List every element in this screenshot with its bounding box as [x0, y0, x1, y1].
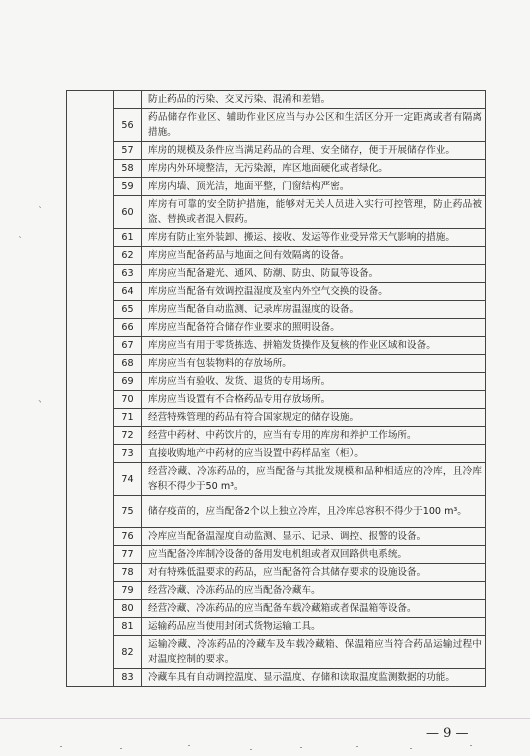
- item-number: 79: [114, 582, 142, 600]
- item-number: 83: [114, 669, 142, 687]
- item-text: 库房有防止室外装卸、搬运、接收、发运等作业受异常天气影响的措施。: [142, 229, 486, 247]
- item-text: 库房的规模及条件应当满足药品的合理、安全储存，便于开展储存作业。: [142, 142, 486, 160]
- margin-mark: 、: [38, 394, 48, 405]
- item-number: 68: [114, 355, 142, 373]
- item-number: 74: [114, 463, 142, 496]
- table-row: [67, 669, 486, 687]
- item-text: 库房应当设置有不合格药品专用存放场所。: [142, 391, 486, 409]
- table-body: [67, 91, 486, 687]
- item-number: 80: [114, 600, 142, 618]
- margin-mark: `: [38, 206, 43, 217]
- item-text: 库房应当有验收、发货、退货的专用场所。: [142, 373, 486, 391]
- table-row: [67, 196, 486, 229]
- item-number: 60: [114, 196, 142, 229]
- item-number: 64: [114, 283, 142, 301]
- table-row: [67, 618, 486, 636]
- item-number: 63: [114, 265, 142, 283]
- item-number: 67: [114, 337, 142, 355]
- page-number: — 9 —: [426, 726, 469, 741]
- bottom-specks: [0, 742, 530, 756]
- item-number: 59: [114, 178, 142, 196]
- table-row: [67, 109, 486, 142]
- item-number: 62: [114, 247, 142, 265]
- item-text: 直接收购地产中药材的应当设置中药样品室（柜）。: [142, 445, 486, 463]
- table-row: [67, 373, 486, 391]
- item-number: 75: [114, 496, 142, 528]
- table-row: [67, 427, 486, 445]
- table-row: [67, 582, 486, 600]
- table-row: [67, 528, 486, 546]
- footer-divider: [0, 718, 530, 719]
- item-number: 65: [114, 301, 142, 319]
- item-text: 经营特殊管理的药品有符合国家规定的储存设施。: [142, 409, 486, 427]
- margin-mark: `: [18, 236, 23, 247]
- item-text: 经营中药材、中药饮片的，应当有专用的库房和养护工作场所。: [142, 427, 486, 445]
- table-row: [67, 409, 486, 427]
- item-text: 应当配备冷库制冷设备的备用发电机组或者双回路供电系统。: [142, 546, 486, 564]
- item-number: 71: [114, 409, 142, 427]
- item-text: 运输冷藏、冷冻药品的冷藏车及车载冷藏箱、保温箱应当符合药品运输过程中对温度控制的要求。: [142, 636, 486, 669]
- item-number: 69: [114, 373, 142, 391]
- item-number: 57: [114, 142, 142, 160]
- table-row: [67, 337, 486, 355]
- item-text: 库房应当配备药品与地面之间有效隔离的设备。: [142, 247, 486, 265]
- item-text: 库房内外环境整洁，无污染源，库区地面硬化或者绿化。: [142, 160, 486, 178]
- item-text: 冷库应当配备温湿度自动监测、显示、记录、调控、报警的设备。: [142, 528, 486, 546]
- item-number: 76: [114, 528, 142, 546]
- item-text: 库房有可靠的安全防护措施，能够对无关人员进入实行可控管理，防止药品被盗、替换或者混入假药。: [142, 196, 486, 229]
- table-row: [67, 247, 486, 265]
- item-text: 经营冷藏、冷冻药品的应当配备车载冷藏箱或者保温箱等设备。: [142, 600, 486, 618]
- table-row: [67, 283, 486, 301]
- item-text: 库房应当有用于零货拣选、拼箱发货操作及复核的作业区域和设备。: [142, 337, 486, 355]
- requirements-table: [66, 90, 486, 687]
- table-row: [67, 160, 486, 178]
- item-text: 库房应当配备避光、通风、防潮、防虫、防鼠等设备。: [142, 265, 486, 283]
- table-row: [67, 319, 486, 337]
- table-row: [67, 178, 486, 196]
- table-row: [67, 564, 486, 582]
- table-row: [67, 445, 486, 463]
- item-text: 库房内墙、顶光洁，地面平整，门窗结构严密。: [142, 178, 486, 196]
- item-text: 库房应当配备有效调控温湿度及室内外空气交换的设备。: [142, 283, 486, 301]
- item-text: 防止药品的污染、交叉污染、混淆和差错。: [142, 91, 486, 109]
- item-text: 库房应当配备自动监测、记录库房温湿度的设备。: [142, 301, 486, 319]
- item-text: 经营冷藏、冷冻药品的，应当配备与其批发规模和品种相适应的冷库，且冷库容积不得少于50 m³。: [142, 463, 486, 496]
- item-number: 81: [114, 618, 142, 636]
- table-row: [67, 636, 486, 669]
- item-number: 61: [114, 229, 142, 247]
- item-text: 经营冷藏、冷冻药品的应当配备冷藏车。: [142, 582, 486, 600]
- item-number: 73: [114, 445, 142, 463]
- table-row: [67, 301, 486, 319]
- item-text: 冷藏车具有自动调控温度、显示温度、存储和读取温度监测数据的功能。: [142, 669, 486, 687]
- item-text: 库房应当有包装物料的存放场所。: [142, 355, 486, 373]
- table-row: [67, 600, 486, 618]
- item-number: 66: [114, 319, 142, 337]
- item-number: 58: [114, 160, 142, 178]
- item-number: 56: [114, 109, 142, 142]
- item-text: 药品储存作业区、辅助作业区应当与办公区和生活区分开一定距离或者有隔离措施。: [142, 109, 486, 142]
- table-row: [67, 463, 486, 496]
- table-row: [67, 355, 486, 373]
- item-text: 库房应当配备符合储存作业要求的照明设备。: [142, 319, 486, 337]
- item-number: 82: [114, 636, 142, 669]
- item-number: [114, 91, 142, 109]
- table-row: [67, 142, 486, 160]
- item-text: 对有特殊低温要求的药品，应当配备符合其储存要求的设施设备。: [142, 564, 486, 582]
- item-text: 储存疫苗的，应当配备2个以上独立冷库，且冷库总容积不得少于100 m³。: [142, 496, 486, 528]
- table-row: [67, 391, 486, 409]
- item-number: 78: [114, 564, 142, 582]
- table-row: [67, 229, 486, 247]
- item-text: 运输药品应当使用封闭式货物运输工具。: [142, 618, 486, 636]
- item-number: 70: [114, 391, 142, 409]
- item-number: 77: [114, 546, 142, 564]
- table-row: [67, 546, 486, 564]
- table-row: [67, 265, 486, 283]
- category-cell: [67, 91, 114, 687]
- table-row: [67, 91, 486, 109]
- item-number: 72: [114, 427, 142, 445]
- table-row: [67, 496, 486, 528]
